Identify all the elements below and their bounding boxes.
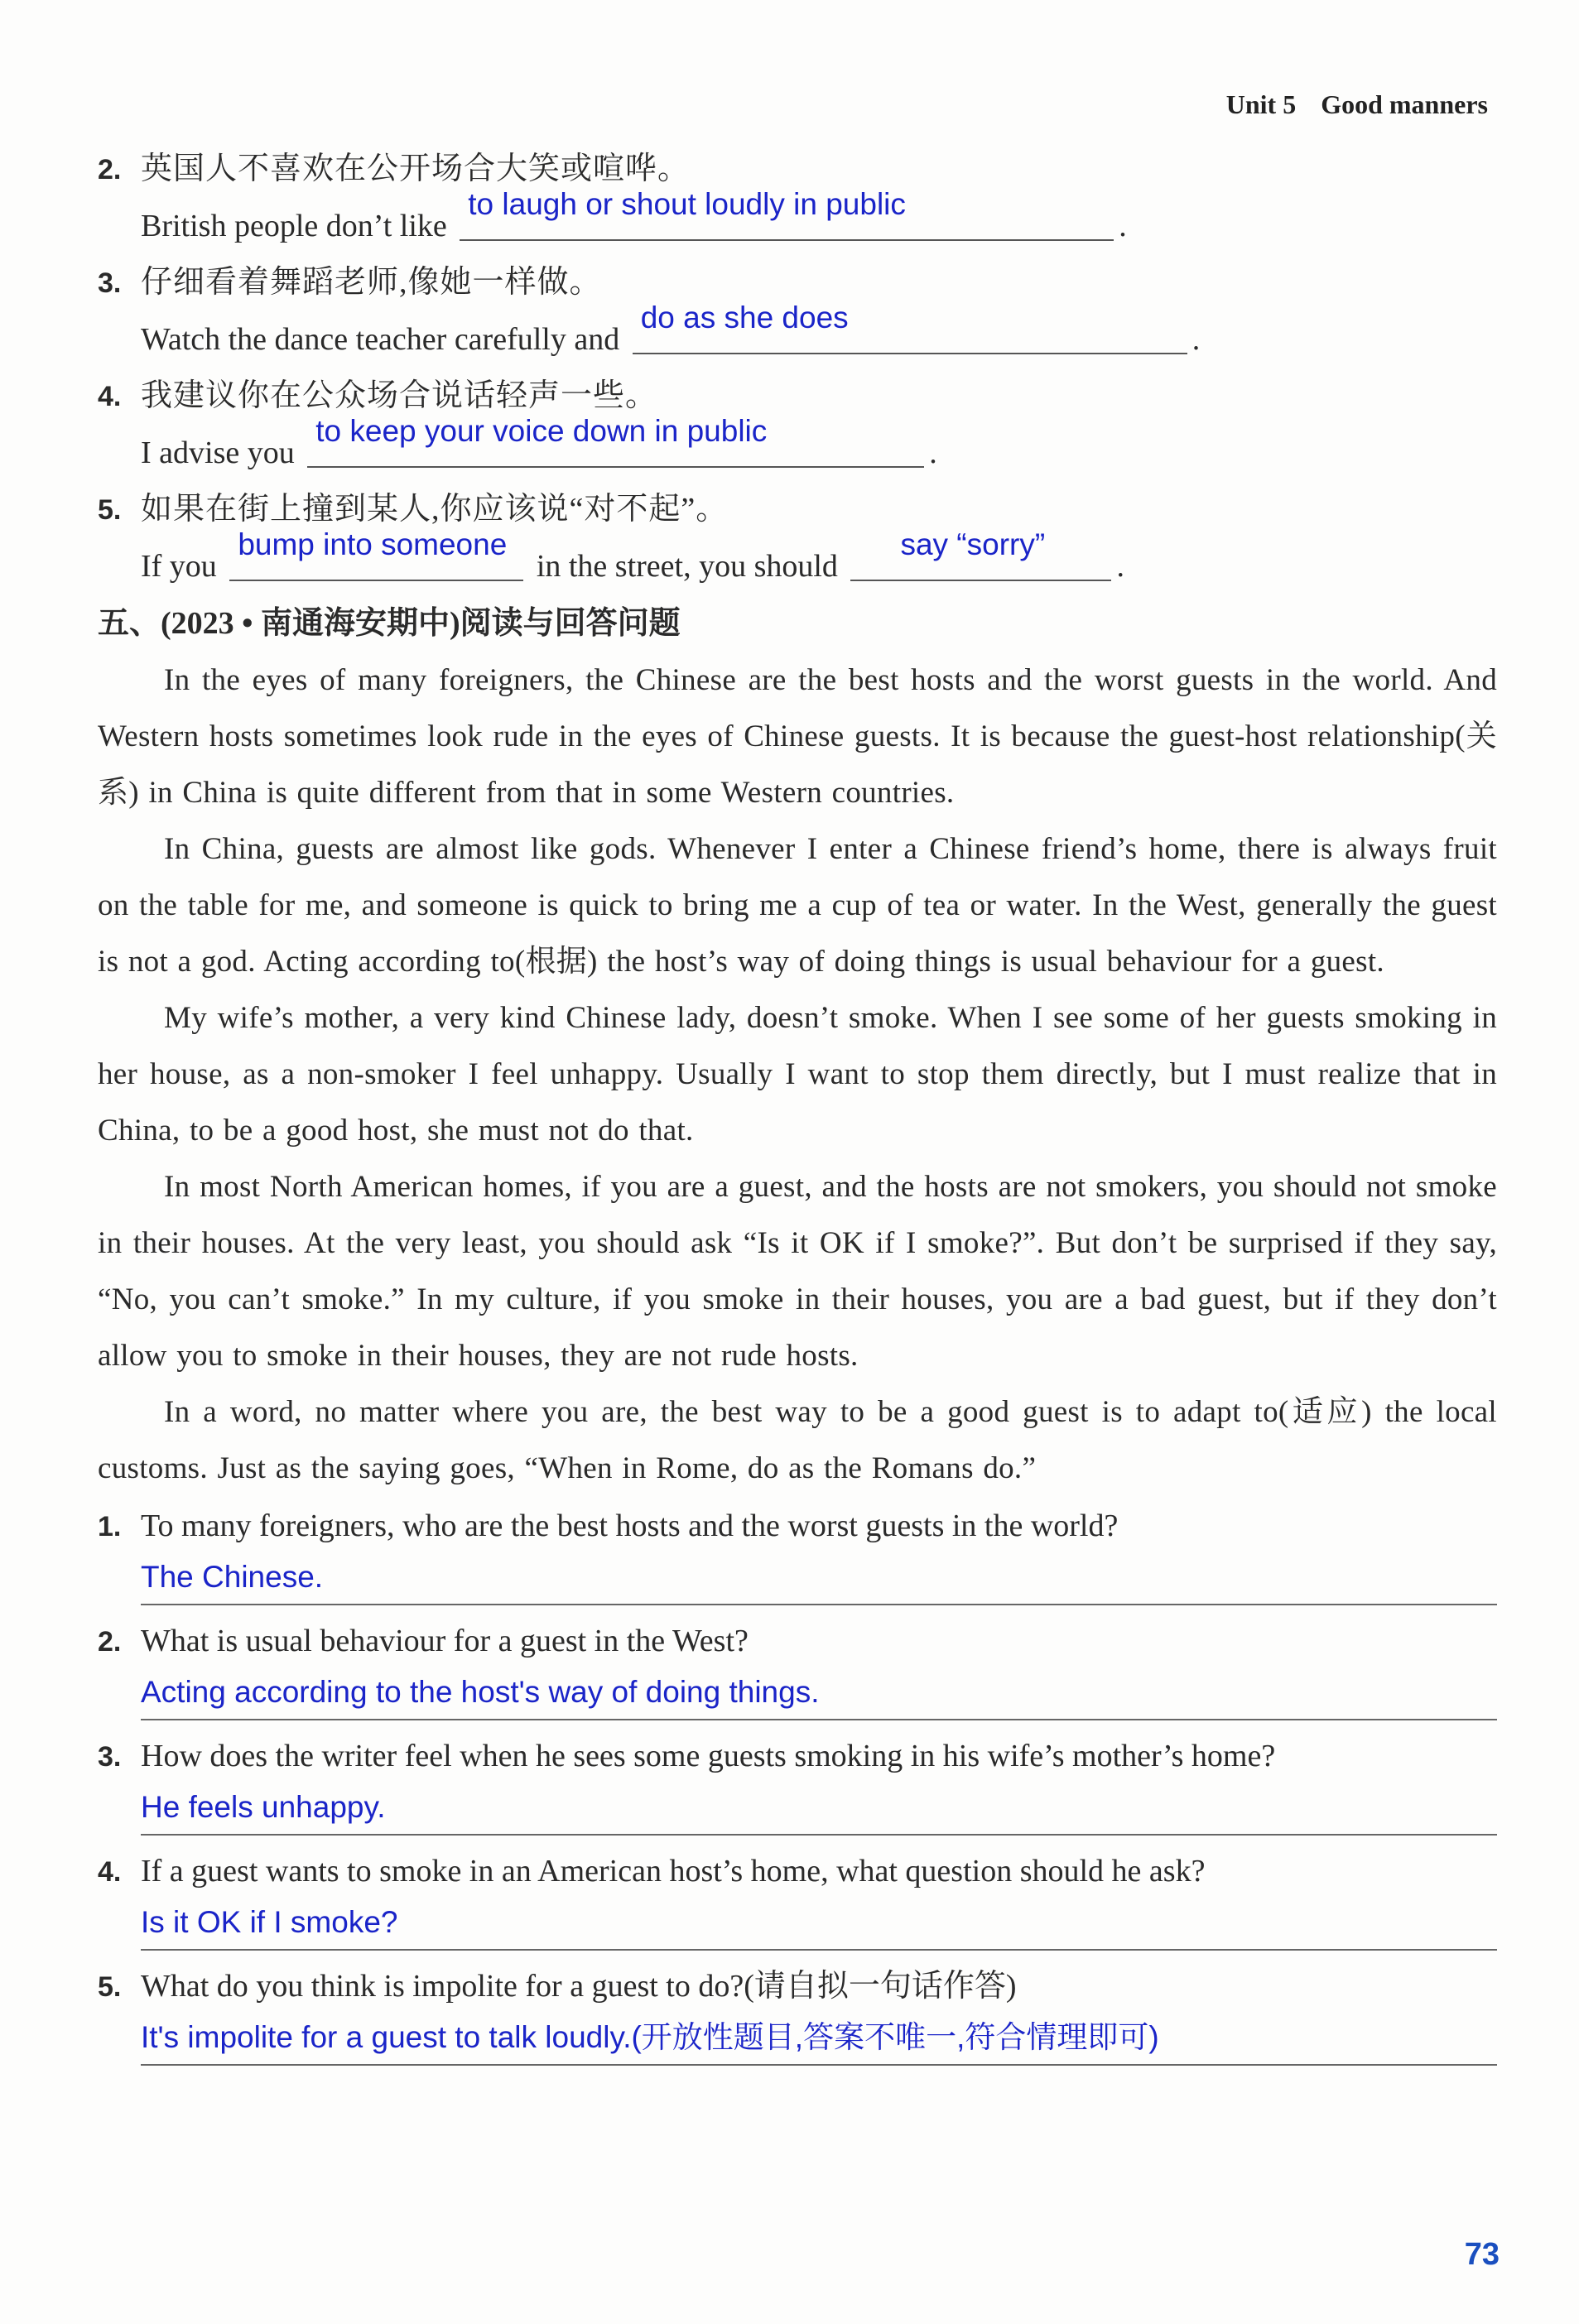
passage-paragraph: In a word, no matter where you are, the best way to be a good guest is to adapt to(适应) the local customs. Just as the saying goes, “When in Rome, do as the Romans do.” — [98, 1395, 1497, 1485]
question-item — [98, 1961, 1497, 2066]
answer-blank[interactable] — [460, 187, 1114, 241]
sentence-suffix: . — [929, 435, 937, 470]
question-number: 3. — [98, 1741, 122, 1773]
chinese-sentence: 仔细看着舞蹈老师,像她一样做。 — [141, 265, 602, 300]
sentence-middle: in the street, you should — [536, 549, 838, 584]
answer-line[interactable]: The Chinese. — [141, 1552, 1497, 1605]
unit-title: Good manners — [1321, 89, 1488, 119]
chinese-sentence: 我建议你在公众场合说话轻声一些。 — [141, 378, 658, 413]
filled-answer: to laugh or shout loudly in public — [468, 187, 906, 221]
sentence-prefix: I advise you — [141, 435, 295, 470]
answer-line[interactable]: Is it OK if I smoke? — [141, 1898, 1497, 1951]
filled-answer: do as she does — [640, 301, 849, 334]
page-content — [98, 141, 1497, 2076]
item-number: 3. — [98, 267, 122, 299]
question-text: To many foreigners, who are the best hosts and the worst guests in the world? — [141, 1508, 1119, 1543]
sentence-suffix: . — [1191, 322, 1201, 357]
translation-item — [98, 368, 1497, 481]
filled-answer: bump into someone — [238, 527, 508, 561]
page-header — [1226, 89, 1488, 120]
answer-blank[interactable] — [850, 527, 1111, 581]
question-list — [98, 1500, 1497, 2066]
question-text: If a guest wants to smoke in an American host’s home, what question should he ask? — [141, 1854, 1206, 1889]
question-number: 1. — [98, 1511, 122, 1542]
item-number: 4. — [98, 381, 122, 412]
sentence-suffix: . — [1119, 209, 1127, 243]
answer-line[interactable]: He feels unhappy. — [141, 1783, 1497, 1836]
sentence-suffix: . — [1116, 549, 1124, 584]
passage-paragraph: In China, guests are almost like gods. Whenever I enter a Chinese friend’s home, there is always fruit on the table for me, and someone is quick to bring me a cup of tea or water. In the West, generally the guest is not a god. Acting according to(根据) the host’s way of doing things is usual behaviour for a guest. — [98, 832, 1497, 979]
question-item — [98, 1845, 1497, 1951]
passage-paragraph: In most North American homes, if you are a guest, and the hosts are not smokers, you should not smoke in their houses. At the very least, you should ask “Is it OK if I smoke?”. But don’t be surprised if they say, “No, you can’t smoke.” In my culture, if you smoke in their houses, you are a bad guest, but if they don’t allow you to smoke in their houses, they are not rude hosts. — [98, 1170, 1497, 1373]
passage-paragraph: My wife’s mother, a very kind Chinese lady, doesn’t smoke. When I see some of her guests smoking in her house, as a non-smoker I feel unhappy. Usually I want to stop them directly, but I must realize that in China, to be a good host, she must not do that. — [98, 1001, 1497, 1148]
filled-answer: say “sorry” — [900, 527, 1046, 561]
page-number: 73 — [1464, 2237, 1500, 2272]
unit-label: Unit 5 — [1225, 89, 1297, 119]
question-text: How does the writer feel when he sees some guests smoking in his wife’s mother’s home? — [141, 1739, 1276, 1773]
answer-blank[interactable] — [229, 527, 523, 581]
translation-item — [98, 141, 1497, 254]
chinese-sentence: 英国人不喜欢在公开场合大笑或喧哗。 — [141, 152, 691, 186]
answer-line[interactable]: It's impolite for a guest to talk loudly.(开放性题目,答案不唯一,符合情理即可) — [141, 2013, 1497, 2066]
reading-passage — [98, 652, 1497, 1497]
translation-item — [98, 481, 1497, 594]
question-item — [98, 1615, 1497, 1720]
answer-line[interactable]: Acting according to the host's way of doing things. — [141, 1667, 1497, 1720]
item-number: 2. — [98, 154, 122, 185]
translation-item — [98, 254, 1497, 368]
question-number: 4. — [98, 1856, 122, 1888]
question-text: What do you think is impolite for a guest to do?(请自拟一句话作答) — [141, 1969, 1017, 2004]
sentence-prefix: British people don’t like — [141, 209, 447, 243]
question-text: What is usual behaviour for a guest in the West? — [141, 1624, 749, 1658]
answer-blank[interactable] — [307, 414, 924, 468]
question-item — [98, 1730, 1497, 1836]
question-number: 2. — [98, 1626, 122, 1658]
sentence-prefix: If you — [141, 549, 217, 584]
question-item — [98, 1500, 1497, 1605]
question-number: 5. — [98, 1971, 122, 2003]
answer-blank[interactable] — [633, 301, 1187, 354]
item-number: 5. — [98, 494, 122, 526]
passage-paragraph: In the eyes of many foreigners, the Chinese are the best hosts and the worst guests in the world. And Western hosts sometimes look rude in the eyes of Chinese guests. It is because the guest-host relationship(关系) in China is quite different from that in some Western countries. — [98, 663, 1497, 810]
filled-answer: to keep your voice down in public — [315, 414, 768, 448]
chinese-sentence: 如果在街上撞到某人,你应该说“对不起”。 — [141, 492, 729, 527]
section-title: 五、(2023 • 南通海安期中)阅读与回答问题 — [98, 606, 681, 641]
sentence-prefix: Watch the dance teacher carefully and — [141, 322, 620, 357]
